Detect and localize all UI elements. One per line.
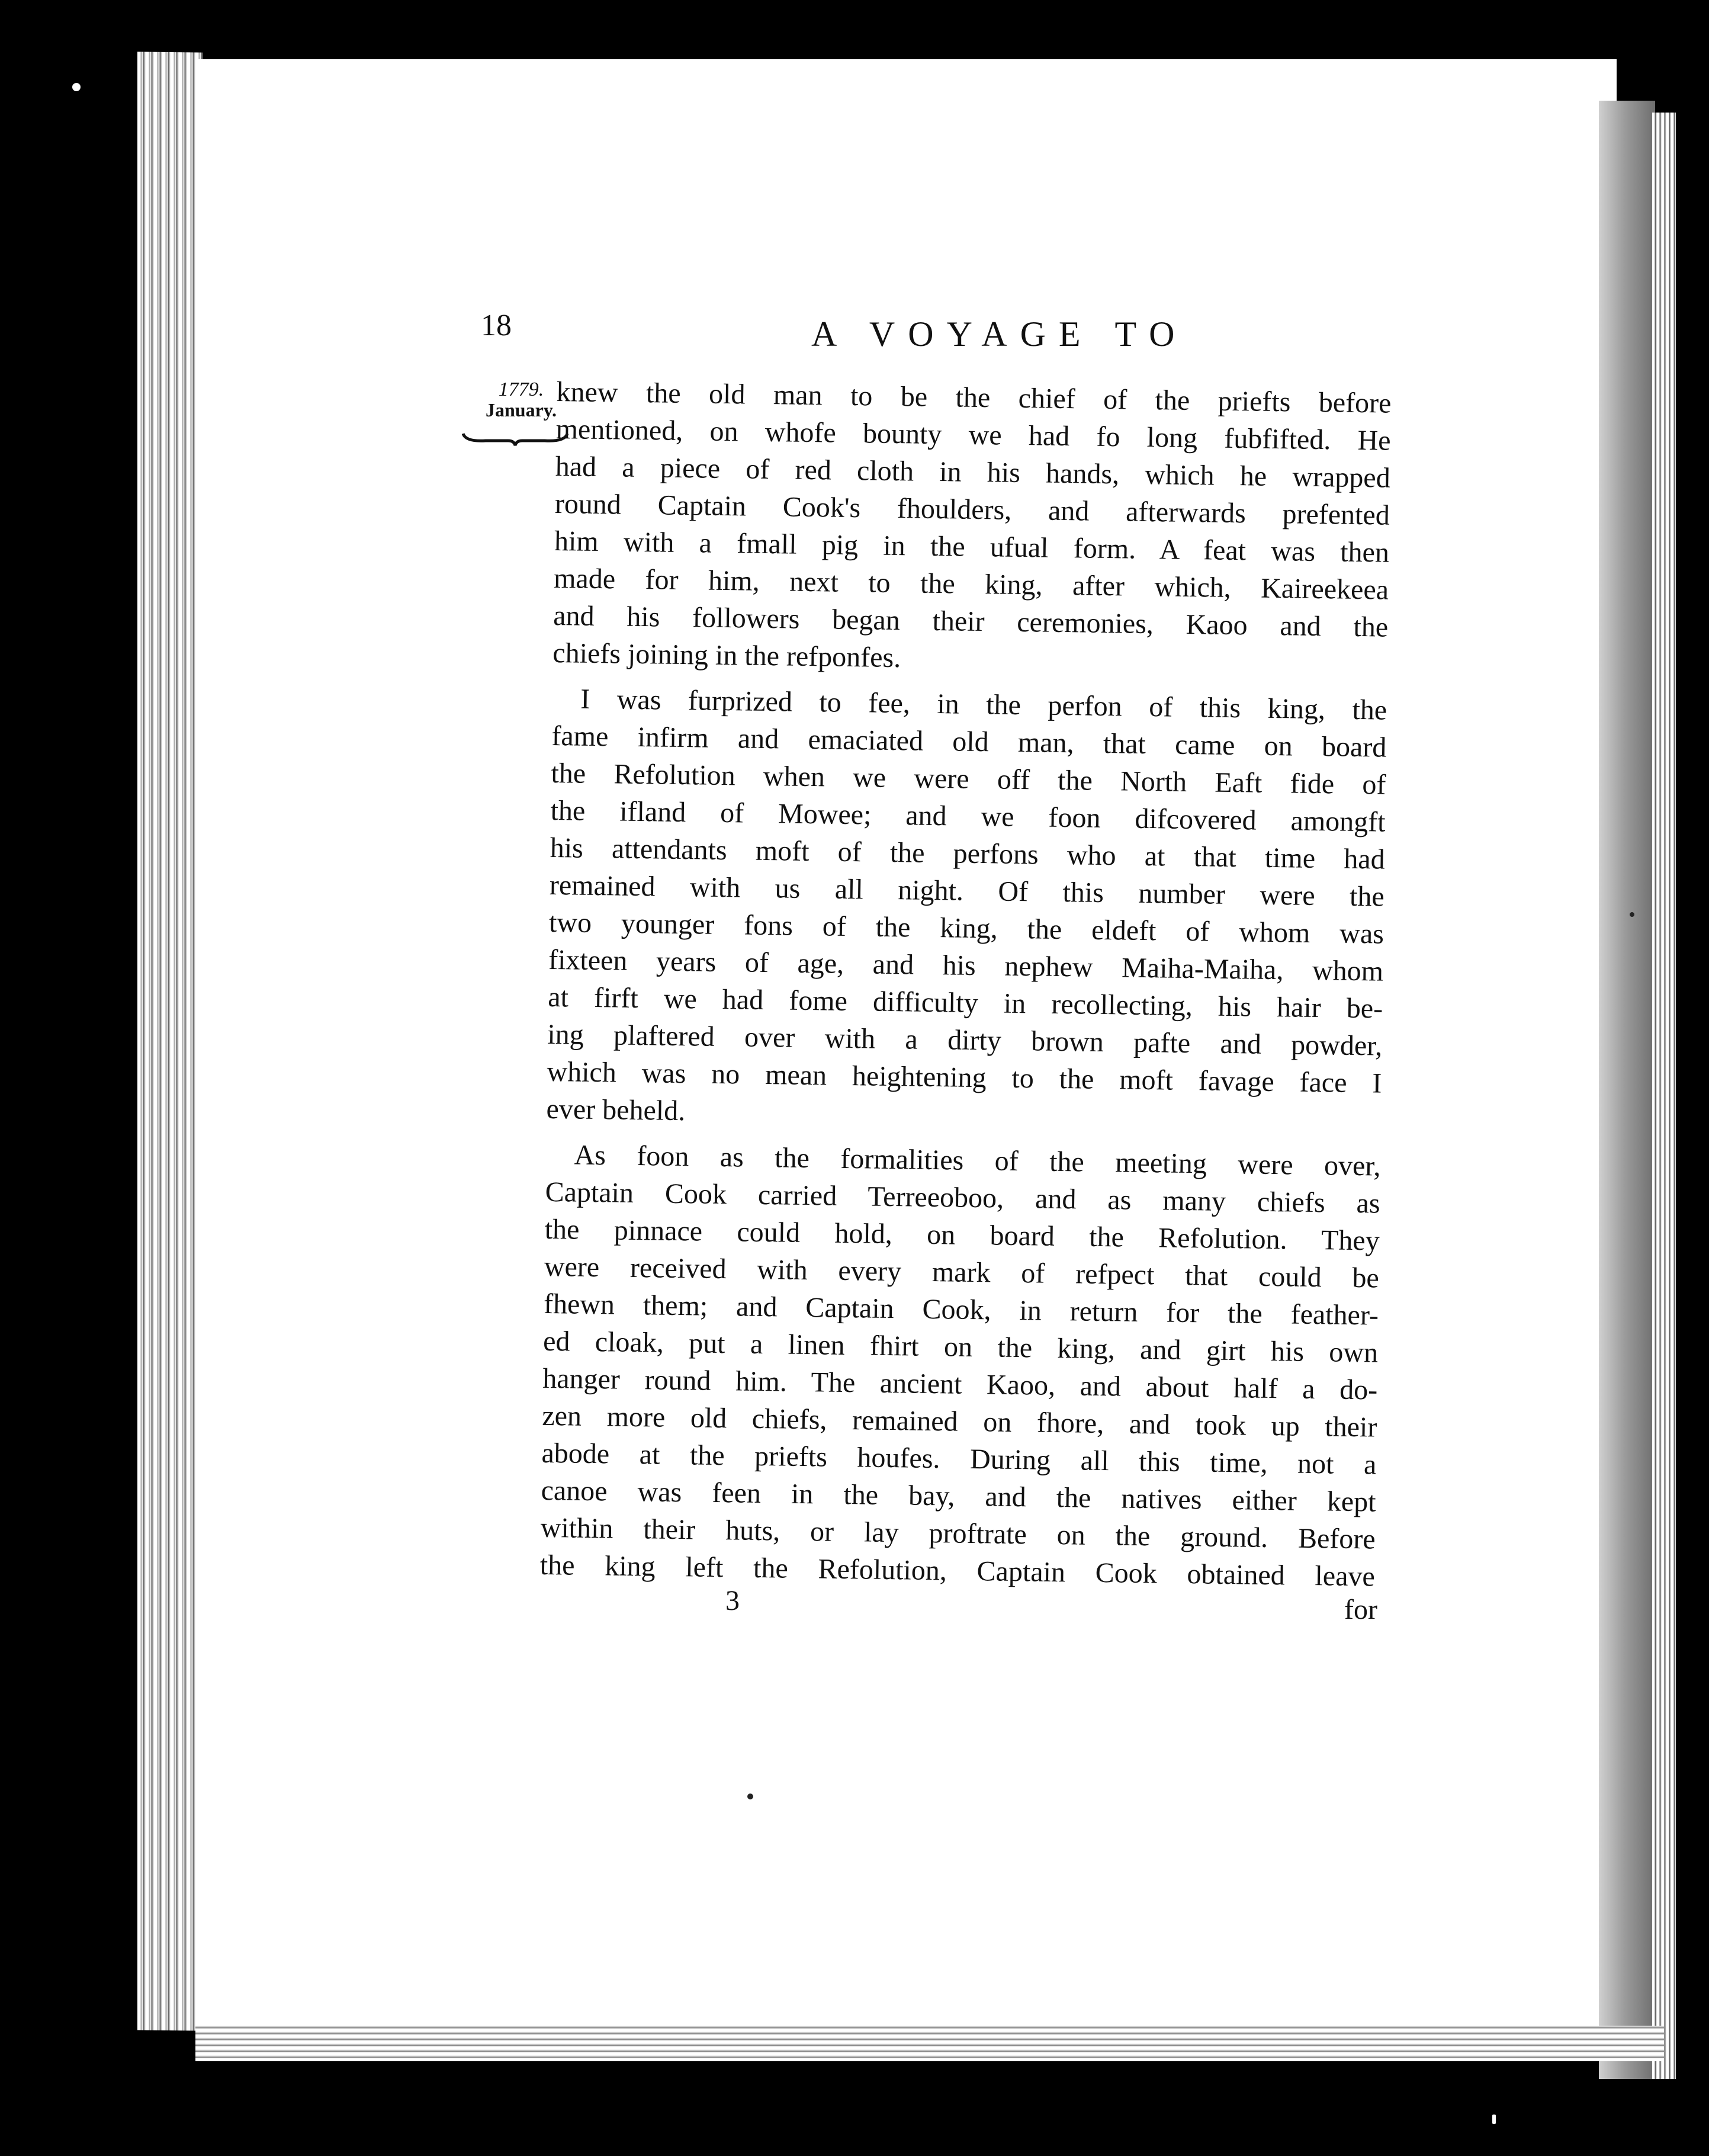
catchword: for: [1344, 1594, 1377, 1625]
text-line: within their huts, or lay proftrate on the ground. Before: [540, 1512, 1376, 1555]
text-line: ever beheld.: [546, 1093, 686, 1127]
text-line: canoe was feen in the bay, and the natives either kept: [541, 1474, 1376, 1518]
running-head: A VOYAGE TO: [811, 315, 1188, 354]
text-line: fhewn them; and Captain Cook, in return for the feather-: [543, 1288, 1379, 1332]
text-line: the ifland of Mowee; and we foon difcovered amongft: [550, 794, 1386, 838]
right-page-edges: [1652, 113, 1676, 2079]
text-line: fixteen years of age, and his nephew Maiha-Maiha, whom: [548, 944, 1384, 987]
text-line: abode at the priefts houfes. During all this time, not a: [541, 1437, 1377, 1481]
right-page-fold-shadow: [1599, 101, 1655, 2079]
paragraph-3: [539, 1136, 1380, 1596]
text-line: I was furprized to fee, in the perfon of this king, the: [580, 683, 1387, 726]
text-line: had a piece of red cloth in his hands, which he wrapped: [555, 450, 1391, 494]
ink-speck: [747, 1794, 753, 1799]
margin-note-month: January.: [485, 399, 557, 421]
margin-brace-icon: [462, 431, 568, 447]
text-line: mentioned, on whofe bounty we had fo long fubfifted. He: [555, 413, 1391, 457]
bottom-page-edges: [195, 2026, 1664, 2061]
text-line: which was no mean heightening to the moft favage face I: [547, 1055, 1382, 1099]
text-line: hanger round him. The ancient Kaoo, and about half a do-: [542, 1362, 1378, 1406]
margin-note-year: 1779.: [498, 378, 544, 400]
text-line: and his followers began their ceremonies, Kaoo and the: [552, 599, 1389, 643]
text-line: round Captain Cook's fhoulders, and afterwards prefented: [554, 487, 1390, 531]
text-line: him with a fmall pig in the ufual form. A feat was then: [554, 525, 1390, 569]
text-line: ing plaftered over with a dirty brown pafte and powder,: [547, 1018, 1383, 1062]
signature-mark: 3: [725, 1585, 740, 1616]
text-line: two younger fons of the king, the eldeft of whom was: [548, 906, 1384, 950]
page-number: 18: [481, 309, 512, 342]
text-line: remained with us all night. Of this number were the: [549, 869, 1385, 913]
text-line: were received with every mark of refpect that could be: [544, 1250, 1380, 1294]
text-line: Captain Cook carried Terreeoboo, and as many chiefs as: [545, 1176, 1380, 1220]
ink-speck: [1630, 912, 1634, 917]
text-line: chiefs joining in the refponfes.: [552, 637, 901, 674]
paragraph-1: [552, 373, 1392, 684]
text-line: zen more old chiefs, remained on fhore, and took up their: [542, 1400, 1377, 1443]
text-line: his attendants moft of the perfons who at that time had: [550, 832, 1386, 875]
ink-speck: [1492, 2115, 1496, 2124]
text-line: knew the old man to be the chief of the priefts before: [556, 376, 1392, 419]
text-line: the Refolution when we were off the North Eaft fide of: [551, 757, 1386, 801]
ink-speck: [72, 83, 81, 91]
body-text: [539, 373, 1391, 1595]
text-line: the pinnace could hold, on board the Refolution. They: [544, 1213, 1380, 1257]
text-line: fame infirm and emaciated old man, that came on board: [551, 720, 1387, 763]
left-page-edges: [137, 52, 203, 2030]
text-line: ed cloak, put a linen fhirt on the king, and girt his own: [542, 1325, 1379, 1369]
text-line: the king left the Refolution, Captain Cook obtained leave: [539, 1549, 1376, 1593]
paragraph-2: [546, 680, 1387, 1140]
text-line: made for him, next to the king, after which, Kaireekeea: [553, 562, 1389, 606]
text-line: As foon as the formalities of the meeting were over,: [574, 1139, 1381, 1182]
text-line: at firft we had fome difficulty in recollecting, his hair be-: [547, 981, 1383, 1025]
